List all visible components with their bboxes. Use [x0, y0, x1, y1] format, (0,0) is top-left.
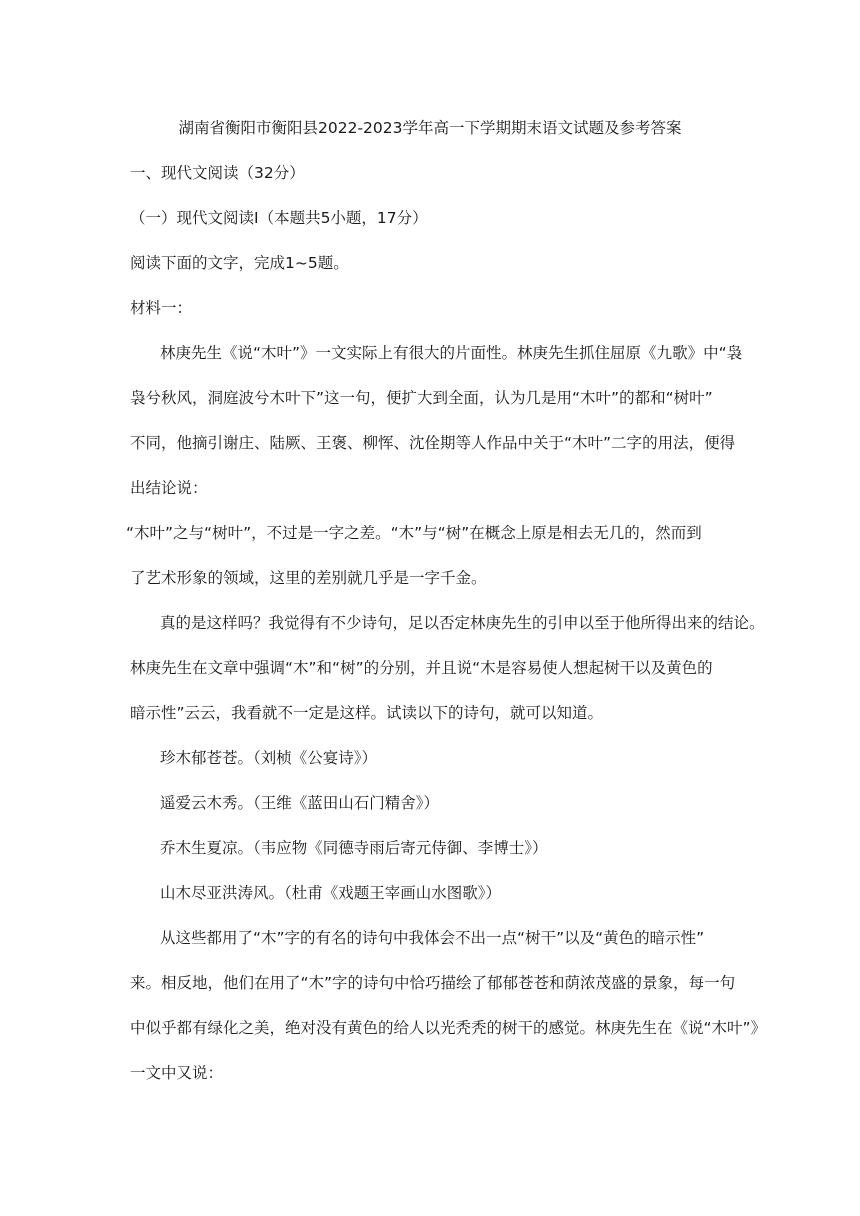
paragraph-line: 一文中又说：	[130, 1064, 224, 1082]
poem-line: 山木尽亚洪涛风。（杜甫《戏题王宰画山水图歌》）	[160, 884, 502, 902]
quote-line: “木叶”之与“树叶”，不过是一字之差。“木”与“树”在概念上原是相去无几的，然而到	[126, 524, 702, 542]
paragraph-line: 从这些都用了“木”字的有名的诗句中我体会不出一点“树干”以及“黄色的暗示性”	[160, 929, 705, 947]
paragraph-line: 袅兮秋风，洞庭波兮木叶下”这一句，便扩大到全面，认为几是用“木叶”的都和“树叶”	[130, 389, 713, 407]
subsection-heading: （一）现代文阅读Ⅰ（本题共5小题，17分）	[130, 209, 428, 227]
paragraph-line: 不同，他摘引谢庄、陆厥、王褒、柳恽、沈佺期等人作品中关于“木叶”二字的用法，便得	[130, 434, 736, 452]
document-title: 湖南省衡阳市衡阳县2022-2023学年高一下学期期末语文试题及参考答案	[178, 119, 682, 137]
poem-line: 遥爱云木秀。（王维《蓝田山石门精舍》）	[160, 794, 440, 812]
poem-line: 乔木生夏凉。（韦应物《同德寺雨后寄元侍御、李博士》）	[160, 839, 548, 857]
poem-line: 珍木郁苍苍。（刘桢《公宴诗》）	[160, 749, 378, 767]
paragraph-line: 来。相反地，他们在用了“木”字的诗句中恰巧描绘了郁郁苍苍和荫浓茂盛的景象，每一句	[130, 974, 736, 992]
instruction-text: 阅读下面的文字，完成1~5题。	[130, 254, 349, 272]
quote-line: 了艺术形象的领域，这里的差别就几乎是一字千金。	[130, 569, 487, 587]
section-heading: 一、现代文阅读（32分）	[130, 164, 305, 182]
paragraph-line: 林庚先生在文章中强调“木”和“树”的分别，并且说“木是容易使人想起树干以及黄色的	[130, 659, 713, 677]
material-label: 材料一：	[130, 299, 193, 317]
paragraph-line: 出结论说：	[130, 479, 208, 497]
paragraph-line: 中似乎都有绿化之美，绝对没有黄色的给人以光秃秃的树干的感觉。林庚先生在《说“木叶”》	[130, 1019, 767, 1037]
paragraph-line: 真的是这样吗？我觉得有不少诗句，足以否定林庚先生的引申以至于他所得出来的结论。	[160, 614, 765, 632]
paragraph-line: 暗示性”云云，我看就不一定是这样。试读以下的诗句，就可以知道。	[130, 704, 604, 722]
paragraph-line: 林庚先生《说“木叶”》一文实际上有很大的片面性。林庚先生抓住屈原《九歌》中“袅	[160, 344, 743, 362]
